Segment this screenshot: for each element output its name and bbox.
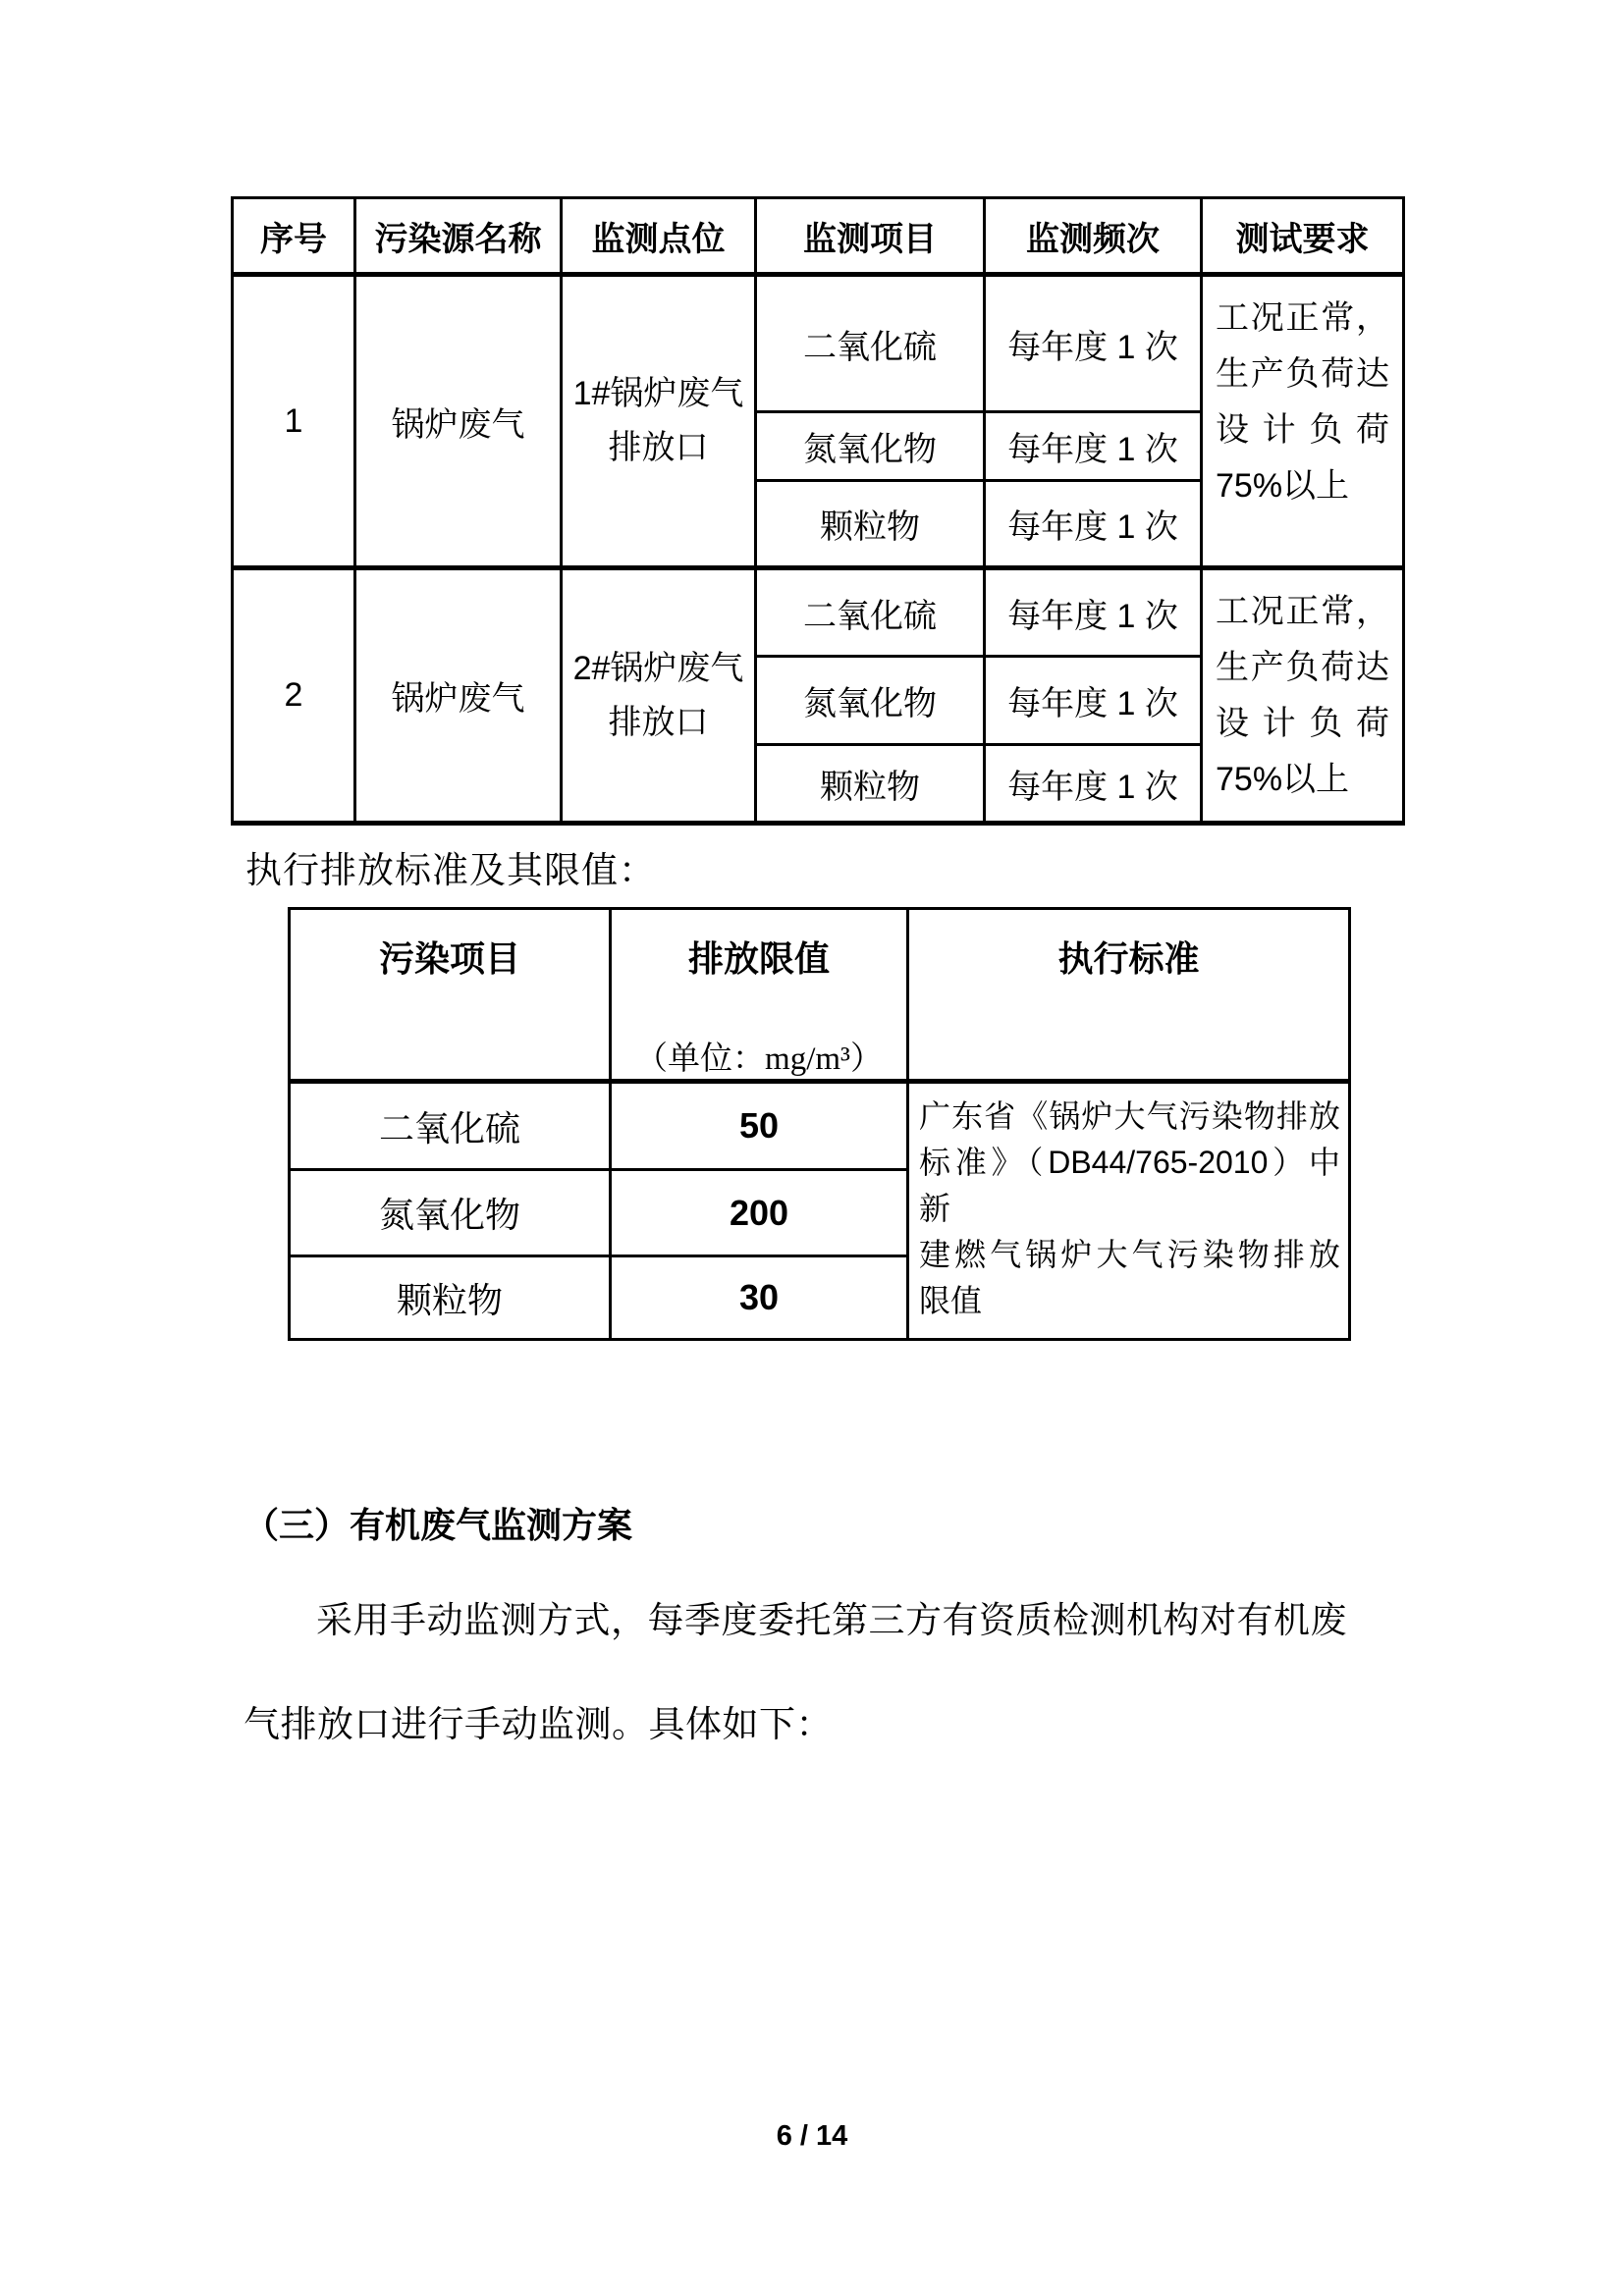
point-line: 1#锅炉废气 <box>572 375 744 412</box>
standard-line: 标准》（DB44/765-2010）中新 <box>919 1145 1340 1226</box>
table-row <box>233 568 1404 657</box>
item-cell: 颗粒物 <box>756 745 985 824</box>
table-header-row <box>233 198 1404 275</box>
header-limit <box>611 909 908 1082</box>
header-point: 监测点位 <box>562 198 756 275</box>
freq-cell: 每年度 1 次 <box>985 568 1202 657</box>
point-line: 排放口 <box>608 703 709 741</box>
item-cell: 颗粒物 <box>756 481 985 568</box>
point-line: 2#锅炉废气 <box>572 649 744 687</box>
requirement-line: 75%以上 <box>1216 467 1350 505</box>
item-cell: 氮氧化物 <box>756 412 985 481</box>
requirement-cell <box>1202 568 1404 824</box>
source-cell: 锅炉废气 <box>355 275 562 568</box>
requirement-line: 生产负荷达 <box>1216 649 1389 686</box>
seq-cell: 2 <box>233 568 355 824</box>
header-item: 监测项目 <box>756 198 985 275</box>
pollutant-cell: 二氧化硫 <box>290 1082 611 1170</box>
requirement-cell <box>1202 275 1404 568</box>
header-requirement: 测试要求 <box>1202 198 1404 275</box>
requirement-line: 设计负荷 <box>1216 411 1389 449</box>
header-standard: 执行标准 <box>908 909 1350 1082</box>
header-frequency: 监测频次 <box>985 198 1202 275</box>
freq-cell: 每年度 1 次 <box>985 745 1202 824</box>
pollutant-cell: 氮氧化物 <box>290 1170 611 1256</box>
paragraph-line: 气排放口进行手动监测。具体如下： <box>244 1705 833 1745</box>
monitoring-plan-table <box>231 196 1405 826</box>
standard-line: 广东省《锅炉大气污染物排放 <box>919 1098 1340 1134</box>
limit-header-label: 排放限值 <box>687 938 830 979</box>
point-cell <box>562 275 756 568</box>
requirement-line: 生产负荷达 <box>1216 355 1389 393</box>
header-pollutant: 污染项目 <box>290 909 611 1082</box>
requirement-line: 75%以上 <box>1216 761 1350 798</box>
requirement-line: 设计负荷 <box>1216 705 1389 742</box>
standard-line: 建燃气锅炉大气污染物排放 <box>919 1237 1340 1272</box>
item-cell: 二氧化硫 <box>756 568 985 657</box>
freq-cell: 每年度 1 次 <box>985 657 1202 745</box>
header-source: 污染源名称 <box>355 198 562 275</box>
item-cell: 氮氧化物 <box>756 657 985 745</box>
source-cell: 锅炉废气 <box>355 568 562 824</box>
freq-cell: 每年度 1 次 <box>985 412 1202 481</box>
standards-caption: 执行排放标准及其限值： <box>245 851 656 891</box>
limit-cell: 50 <box>611 1082 908 1170</box>
pollutant-cell: 颗粒物 <box>290 1256 611 1340</box>
table-header-row <box>290 909 1350 1082</box>
emission-limits-table <box>288 907 1351 1341</box>
table-row <box>233 275 1404 412</box>
freq-cell: 每年度 1 次 <box>985 275 1202 412</box>
requirement-line: 工况正常， <box>1216 593 1389 630</box>
limit-cell: 30 <box>611 1256 908 1340</box>
standard-cell <box>908 1082 1350 1340</box>
requirement-line: 工况正常， <box>1216 299 1389 337</box>
limit-unit-note: （单位：mg/m³） <box>635 1041 883 1077</box>
section-heading: （三）有机废气监测方案 <box>244 1506 633 1545</box>
seq-cell: 1 <box>233 275 355 568</box>
paragraph-line: 采用手动监测方式，每季度委托第三方有资质检测机构对有机废 <box>316 1601 1347 1641</box>
point-line: 排放口 <box>608 429 709 466</box>
table-row <box>290 1082 1350 1170</box>
header-seq: 序号 <box>233 198 355 275</box>
freq-cell: 每年度 1 次 <box>985 481 1202 568</box>
point-cell <box>562 568 756 824</box>
limit-cell: 200 <box>611 1170 908 1256</box>
page-number: 6 / 14 <box>776 2120 848 2152</box>
item-cell: 二氧化硫 <box>756 275 985 412</box>
standard-line: 限值 <box>919 1283 983 1318</box>
